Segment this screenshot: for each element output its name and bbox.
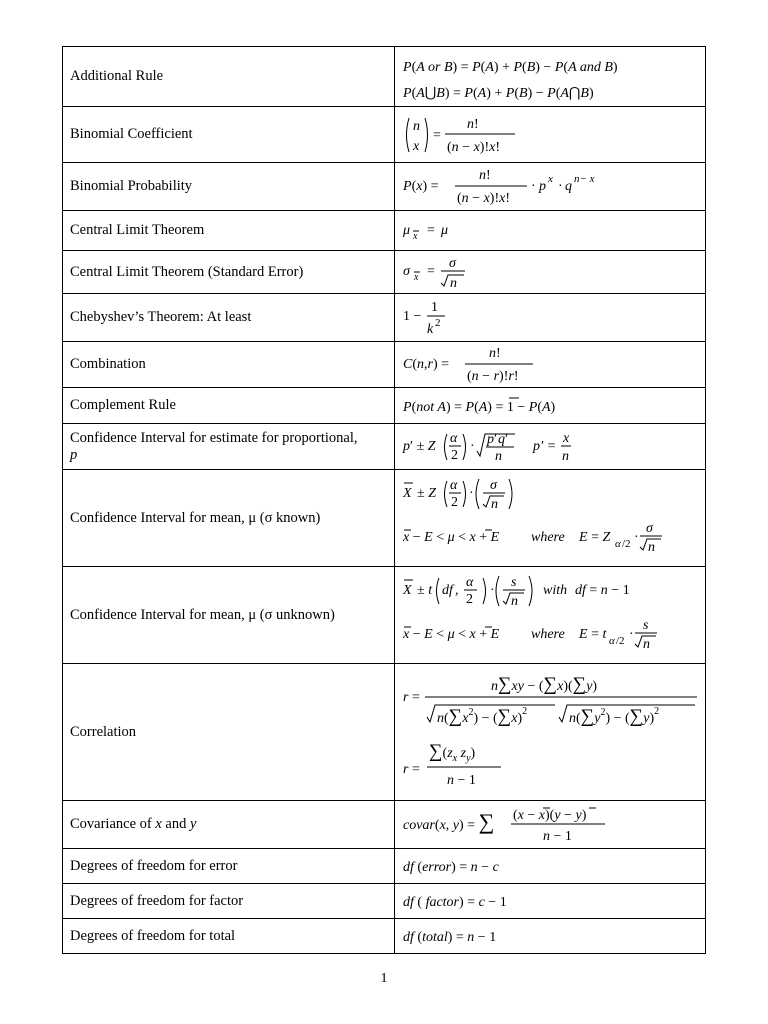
- svg-text:n − 1: n − 1: [447, 773, 476, 788]
- formula-covariance: [403, 804, 643, 846]
- formula-cell: [395, 107, 706, 163]
- label-text: Complement Rule: [70, 397, 176, 413]
- formula-cell: [395, 424, 706, 470]
- table-row: [63, 884, 706, 919]
- svg-text:α: α: [466, 575, 474, 590]
- label-text: Chebyshev’s Theorem: At least: [70, 309, 252, 325]
- formula-clt-mean: [403, 216, 523, 246]
- svg-text:± t: ± t: [417, 583, 433, 598]
- svg-text:,: ,: [455, 583, 459, 598]
- formula-complement-rule: [403, 392, 633, 420]
- svg-text:n(∑y2) − (∑y)2: $n(\sum y^2) - (\sum y)^2$: [569, 706, 660, 727]
- svg-text:n: n: [511, 594, 518, 609]
- svg-text:s: s: [643, 618, 649, 633]
- svg-text:x − E < μ < x + E: x − E < μ < x + E: [403, 530, 500, 545]
- svg-text:!: !: [474, 116, 479, 132]
- svg-text:with: with: [543, 583, 568, 598]
- svg-text:C(n,r) =: C(n,r) =: [403, 356, 450, 372]
- label-text: Degrees of freedom for error: [70, 857, 238, 874]
- label-text: p: [70, 446, 78, 463]
- row-label: [63, 849, 395, 884]
- svg-text:σ: σ: [403, 264, 410, 279]
- svg-text:=: =: [427, 222, 435, 238]
- svg-text:μ: μ: [403, 222, 411, 238]
- svg-text:2: 2: [466, 592, 473, 607]
- formula-cell: [395, 251, 706, 294]
- svg-text:n: n: [643, 637, 650, 652]
- formula-table: [62, 46, 706, 954]
- formula-cell: [395, 388, 706, 424]
- row-label: [63, 801, 395, 849]
- formula-cell: [395, 163, 706, 211]
- svg-text:E = t: E = t: [579, 627, 607, 642]
- svg-text:α: α: [609, 635, 615, 647]
- formula-cell: [395, 919, 706, 954]
- svg-text:where: where: [531, 627, 565, 642]
- table-row: [63, 107, 706, 163]
- table-row: [63, 664, 706, 801]
- svg-text:n− x: n− x: [574, 172, 595, 185]
- svg-text:′: ′: [494, 431, 498, 447]
- formula-chebyshev: [403, 297, 523, 339]
- row-label: [63, 884, 395, 919]
- svg-text:=: =: [427, 264, 435, 279]
- svg-text:p: p: [487, 431, 494, 447]
- svg-text:df (total) = n − 1: df (total) = n − 1: [403, 930, 497, 945]
- svg-text:n: n: [495, 448, 502, 464]
- formula-cell: [395, 567, 706, 664]
- svg-text:n∑xy − (∑x)(∑y): n∑xy − (∑x)(∑y): [491, 674, 598, 695]
- svg-text:′: ′: [505, 431, 509, 447]
- svg-text:x: x: [414, 272, 419, 283]
- label-text: Degrees of freedom for factor: [70, 892, 244, 909]
- row-label: [63, 107, 395, 163]
- svg-text:n: n: [450, 276, 457, 291]
- svg-text:n(∑x2) − (∑x)2: $n(\sum x^2) - (\sum x)^2$: [437, 706, 528, 727]
- label-text: Binomial Coefficient: [70, 126, 193, 142]
- label-text: Confidence Interval for mean, μ (σ unknown): [70, 606, 335, 623]
- label-text: Degrees of freedom for total: [70, 927, 236, 944]
- formula-df-total: [403, 923, 603, 949]
- svg-text:·: ·: [470, 438, 475, 454]
- svg-text:s: s: [511, 575, 517, 590]
- row-label: [63, 470, 395, 567]
- table-row: [63, 470, 706, 567]
- row-label: [63, 47, 395, 107]
- svg-text:/2: /2: [622, 538, 631, 550]
- label-text: Additional Rule: [70, 68, 164, 84]
- svg-text:p′ ± Z: p′ ± Z: [403, 438, 436, 454]
- formula-df-error: [403, 853, 603, 879]
- svg-text:n: n: [648, 540, 655, 555]
- formula-df-factor: [403, 888, 603, 914]
- formula-cell: [395, 470, 706, 567]
- table-row: [63, 294, 706, 342]
- formula-cell: [395, 211, 706, 251]
- svg-text:=: =: [433, 127, 441, 143]
- label-text: Correlation: [70, 723, 137, 740]
- row-label: [63, 424, 395, 470]
- formula-cell: [395, 342, 706, 388]
- table-row: [63, 388, 706, 424]
- formula-cell: [395, 47, 706, 107]
- formula-clt-standard-error: [403, 253, 523, 291]
- svg-text:p: p: [539, 178, 546, 194]
- svg-text:1 −: 1 −: [403, 308, 422, 324]
- svg-text:p: p: [533, 438, 540, 454]
- formula-cell: [395, 884, 706, 919]
- svg-text:σ: σ: [646, 521, 653, 536]
- row-label: [63, 342, 395, 388]
- svg-text:·: ·: [634, 530, 639, 545]
- formula-ci-proportion: [403, 426, 643, 468]
- formula-binomial-probability: [403, 166, 643, 208]
- table-row: [63, 251, 706, 294]
- row-label: [63, 211, 395, 251]
- label-text: Covariance of: [70, 816, 156, 832]
- table-row: [63, 801, 706, 849]
- table-row: [63, 919, 706, 954]
- svg-text:·: ·: [469, 486, 474, 501]
- svg-text:df = n − 1: df = n − 1: [575, 583, 630, 598]
- svg-text:2: 2: [451, 495, 458, 510]
- row-label: [63, 388, 395, 424]
- svg-text:·: ·: [531, 178, 536, 194]
- svg-text:(n − x)!x!: (n − x)!x!: [457, 190, 511, 206]
- svg-text:n: n: [491, 497, 498, 512]
- label-text: Confidence Interval for mean, μ (σ known): [70, 509, 321, 526]
- svg-text:/2: /2: [616, 635, 625, 647]
- svg-text:x − E < μ < x + E: x − E < μ < x + E: [403, 627, 500, 642]
- svg-text:df ( factor) = c − 1: df ( factor) = c − 1: [403, 895, 507, 910]
- svg-text:·: ·: [629, 627, 634, 642]
- svg-text:α: α: [450, 430, 458, 446]
- table-row: [63, 342, 706, 388]
- table-row: [63, 424, 706, 470]
- svg-text:where: where: [531, 530, 565, 545]
- svg-text:r =: r =: [403, 762, 420, 777]
- formula-ci-mean-unknown: [403, 570, 683, 660]
- formula-additional-rule: [403, 52, 703, 102]
- svg-text:± Z: ± Z: [417, 486, 436, 501]
- svg-text:df (error) = n − c: df (error) = n − c: [403, 860, 499, 875]
- row-label: [63, 567, 395, 664]
- row-label: [63, 163, 395, 211]
- svg-text:!: !: [496, 345, 501, 361]
- svg-text:E = Z: E = Z: [579, 530, 611, 545]
- table-row: [63, 211, 706, 251]
- svg-text:2: 2: [435, 316, 441, 329]
- svg-text:P(x) =: P(x) =: [403, 178, 439, 194]
- label-text: and: [161, 816, 190, 832]
- formula-correlation: [403, 667, 703, 797]
- formula-cell: [395, 849, 706, 884]
- svg-text:X: X: [403, 583, 412, 598]
- formula-cell: [395, 801, 706, 849]
- formula-cell: [395, 664, 706, 801]
- formula-binomial-coefficient: [403, 112, 603, 158]
- table-row: [63, 567, 706, 664]
- svg-text:covar(x, y) = ∑: covar(x, y) = ∑: [403, 808, 495, 834]
- svg-text:′ =: ′ =: [541, 438, 556, 454]
- row-label: [63, 919, 395, 954]
- label-text: Central Limit Theorem (Standard Error): [70, 263, 304, 280]
- table-row: [63, 849, 706, 884]
- label-var-x: x: [155, 816, 162, 832]
- svg-text:∑(zx zy): $\sum(z_x$ $z_y$): [429, 741, 476, 764]
- svg-text:α: α: [615, 538, 621, 550]
- svg-text:σ: σ: [490, 478, 497, 493]
- svg-text:q: q: [565, 178, 572, 194]
- label-var-y: y: [189, 816, 197, 832]
- svg-text:q: q: [498, 431, 505, 447]
- svg-text:n: n: [562, 448, 569, 464]
- formula-line: P(A⋃B) = P(A) + P(B) − P(A⋂B): [403, 85, 594, 101]
- svg-text:P(not A) = P(A) = 1 − P(A): P(not A) = P(A) = 1 − P(A): [403, 399, 556, 415]
- svg-text:n: n: [489, 345, 496, 361]
- svg-text:σ: σ: [449, 256, 456, 271]
- table-row: [63, 163, 706, 211]
- svg-text:α: α: [450, 478, 458, 493]
- formula-line: P(A or B) = P(A) + P(B) − P(A and B): [403, 59, 618, 75]
- label-text: Confidence Interval for estimate for proportional,: [70, 429, 358, 446]
- formula-combination: [403, 344, 603, 386]
- svg-text:x: x: [413, 230, 418, 242]
- table-row: [63, 47, 706, 107]
- svg-text:df: df: [442, 583, 453, 598]
- svg-text:x: x: [413, 138, 420, 154]
- formula-cell: [395, 294, 706, 342]
- svg-text:X: X: [403, 486, 412, 501]
- svg-text:(n − x)!x!: (n − x)!x!: [447, 139, 501, 155]
- svg-text:·: ·: [490, 583, 495, 598]
- svg-text:r =: r =: [403, 690, 420, 705]
- svg-text:2: 2: [451, 447, 458, 463]
- label-text: Central Limit Theorem: [70, 222, 205, 238]
- svg-text:n: n: [479, 167, 486, 183]
- svg-text:n: n: [467, 116, 474, 132]
- svg-text:x: x: [563, 430, 570, 446]
- page-number: 1: [380, 971, 388, 986]
- svg-text:!: !: [486, 167, 491, 183]
- svg-text:(n − r)!r!: (n − r)!r!: [467, 368, 519, 384]
- label-text: Combination: [70, 356, 146, 372]
- svg-text:k: k: [427, 321, 434, 337]
- row-label: [63, 294, 395, 342]
- svg-text:1: 1: [431, 299, 438, 315]
- svg-text:n − 1: n − 1: [543, 828, 572, 844]
- label-text: Binomial Probability: [70, 178, 193, 194]
- svg-text:·: ·: [558, 178, 563, 194]
- svg-text:μ: μ: [441, 222, 449, 238]
- svg-text:(x − x)(y − y): (x − x)(y − y): [513, 807, 587, 823]
- svg-text:x: x: [548, 172, 553, 185]
- row-label: [63, 251, 395, 294]
- formula-ci-mean-known: [403, 473, 663, 563]
- svg-text:n: n: [413, 118, 420, 134]
- row-label: [63, 664, 395, 801]
